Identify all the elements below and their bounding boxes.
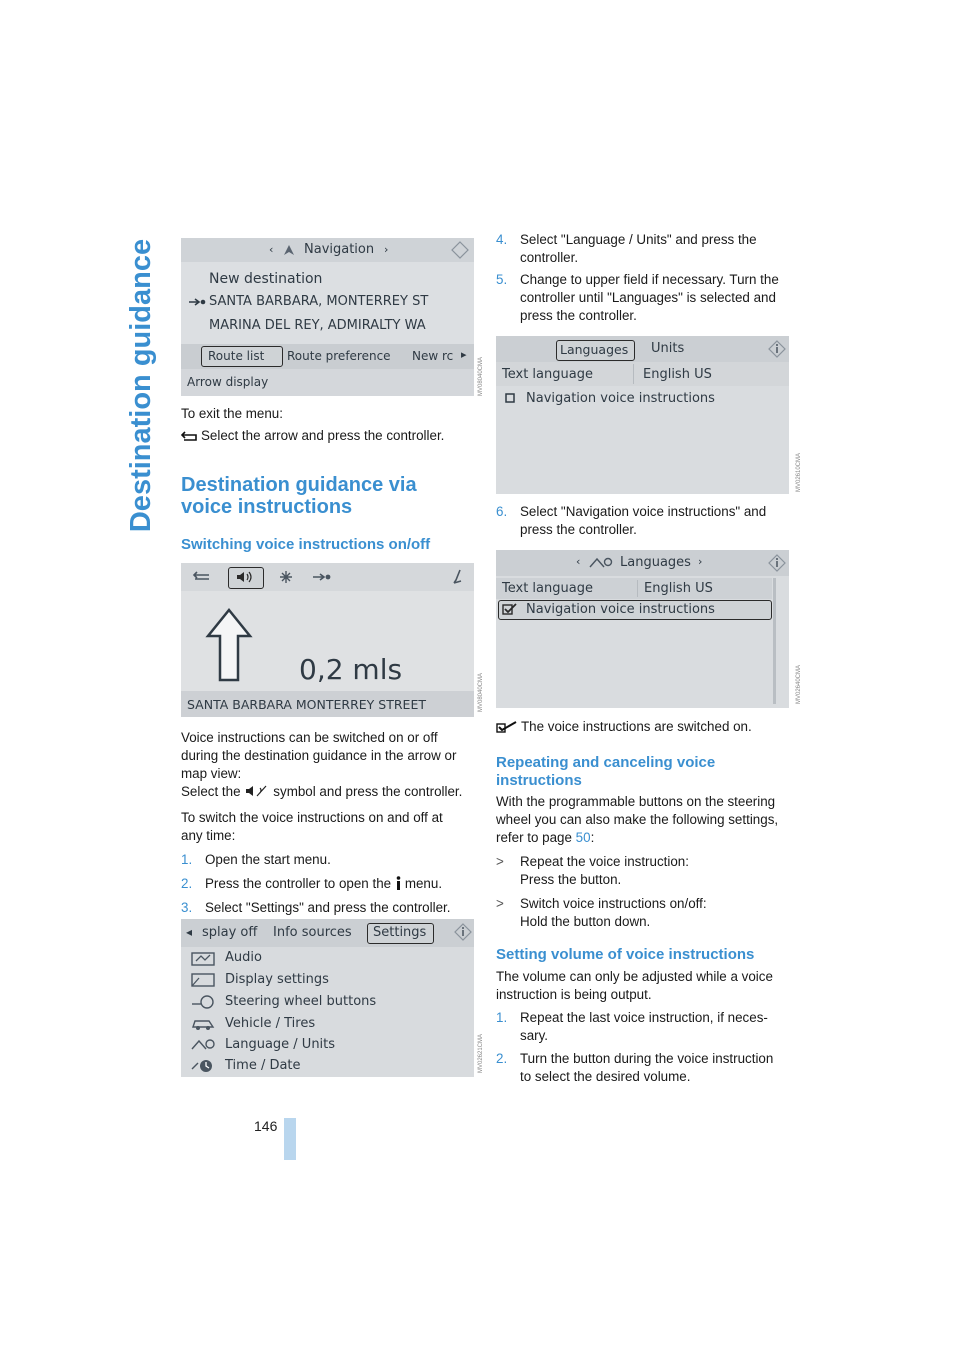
- nav-tab-more-arrow: ▸: [461, 348, 467, 361]
- tab-settings: Settings: [373, 925, 427, 940]
- nav-new-destination: New destination: [209, 271, 323, 287]
- language-icon: [588, 556, 614, 570]
- back-arrow-icon: [181, 431, 198, 442]
- image-code-label: MV08040CMA: [478, 672, 484, 712]
- nav-recent-2: MARINA DEL REY, ADMIRALTY WA: [209, 318, 426, 333]
- image-code-label: MV02610CMA: [796, 452, 802, 492]
- step-4: 4. Select "Language / Units" and press the controller.: [496, 232, 757, 265]
- exit-menu-text: To exit the menu:: [181, 406, 283, 421]
- checkbox-empty-icon: [505, 393, 515, 403]
- step-3: 3. Select "Settings" and press the controller.: [181, 900, 451, 915]
- arrow-view-screenshot: [181, 563, 474, 717]
- steering-wheel-icon: [189, 994, 217, 1010]
- lang-screen-title: Languages: [620, 555, 691, 570]
- navigation-menu-screenshot: [181, 238, 474, 396]
- direction-arrow-icon: [205, 607, 253, 683]
- volume-line: The volume can only be adjusted while a voice: [496, 969, 773, 984]
- image-code-label: MV02640CMA: [796, 664, 802, 704]
- repeat-line: With the programmable buttons on the steering: [496, 794, 776, 809]
- text-language-value: English US: [643, 367, 712, 382]
- step-1: 1. Open the start menu.: [181, 852, 331, 867]
- subheading-repeat: Repeating and canceling voice instructions: [496, 754, 716, 789]
- subheading-switching: Switching voice instructions on/off: [181, 536, 431, 553]
- settings-item-time: Time / Date: [225, 1058, 301, 1073]
- back-arrow-icon: [192, 571, 212, 583]
- settings-item-audio: Audio: [225, 950, 262, 965]
- voice-speaker-icon: [235, 570, 255, 584]
- street-name: SANTA BARBARA MONTERREY STREET: [187, 697, 426, 712]
- map-view-icon: [277, 569, 295, 585]
- info-icon: [395, 876, 402, 890]
- language-units-screenshot: [496, 336, 789, 494]
- nav-tab-route-list: Route list: [208, 349, 265, 363]
- lang2-text-language-value: English US: [644, 581, 713, 596]
- info-diamond-icon: [768, 340, 786, 358]
- step-2: 2. Press the controller to open the menu.: [181, 876, 443, 891]
- info-diamond-icon: [454, 923, 472, 941]
- audio-icon: [189, 951, 217, 967]
- voice-paragraph-line: any time:: [181, 828, 236, 843]
- repeat-line: wheel you can also make the following settings,: [496, 812, 779, 827]
- exit-menu-instruction: Select the arrow and press the controller.: [181, 427, 476, 445]
- exit-menu-block: [181, 405, 476, 449]
- step-5: 5. Change to upper field if necessary. Turn the controller until "Languages" is selected and press the controller.: [496, 272, 779, 323]
- voice-paragraph-line: map view:: [181, 766, 242, 781]
- volume-step-2: 2. Turn the button during the voice instruction to select the desired volume.: [496, 1051, 774, 1084]
- section-title: Destination guidance via voice instructions: [181, 474, 417, 518]
- page-number-bar: [284, 1118, 296, 1160]
- nav-voice-label: Navigation voice instructions: [526, 391, 715, 406]
- nav-tab-new-route: New rc: [412, 349, 454, 363]
- nav-recent-1: SANTA BARBARA, MONTERREY ST: [209, 294, 429, 309]
- page-reference-link[interactable]: 50: [575, 830, 591, 845]
- nav-title-right-arrow: ›: [384, 243, 389, 256]
- voice-paragraph-line: Voice instructions can be switched on or off: [181, 730, 438, 745]
- bullet-repeat: > Repeat the voice instruction: Press the button.: [496, 854, 689, 887]
- nav-screen-title: Navigation: [304, 242, 375, 257]
- volume-step-1: 1. Repeat the last voice instruction, if neces- sary.: [496, 1010, 768, 1043]
- languages-screenshot: [496, 550, 789, 708]
- voice-symbol-icon: [244, 784, 270, 798]
- settings-item-vehicle: Vehicle / Tires: [225, 1016, 316, 1031]
- lang-title-right-arrow: ›: [698, 555, 703, 568]
- distance-readout: 0,2 mls: [299, 653, 403, 686]
- voice-paragraph-line: To switch the voice instructions on and off at: [181, 810, 443, 825]
- settings-diamond-icon: [451, 241, 469, 259]
- subheading-volume: Setting volume of voice instructions: [496, 946, 755, 963]
- repeat-block: [496, 793, 794, 935]
- tab-languages: Languages: [560, 342, 629, 357]
- step-6-block: [496, 503, 794, 543]
- settings-item-steering: Steering wheel buttons: [225, 994, 377, 1009]
- switched-on-text: The voice instructions are switched on.: [521, 719, 752, 734]
- tab-display-off: splay off: [202, 925, 258, 940]
- settings-menu-screenshot: [181, 919, 474, 1077]
- language-icon: [189, 1037, 217, 1053]
- bullet-switch: > Switch voice instructions on/off: Hold the button down.: [496, 896, 707, 929]
- compass-icon: [451, 569, 465, 585]
- nav-title-left-arrow: ‹: [269, 243, 274, 256]
- navigation-icon: [282, 243, 296, 257]
- page-number: 146: [254, 1118, 278, 1134]
- step-6: 6. Select "Navigation voice instructions" and press the controller.: [496, 504, 767, 537]
- lang-title-left-arrow: ‹: [576, 555, 581, 568]
- text-language-label: Text language: [502, 367, 593, 382]
- destination-flag-icon: [312, 572, 332, 582]
- voice-paragraph-line: during the destination guidance in the arrow or: [181, 748, 457, 763]
- info-diamond-icon: [768, 554, 786, 572]
- switched-on-note: [496, 718, 794, 736]
- settings-item-language: Language / Units: [225, 1037, 336, 1052]
- lang2-nav-voice-label: Navigation voice instructions: [526, 602, 715, 617]
- tabs-left-arrow: ◂: [186, 925, 193, 939]
- tab-units: Units: [651, 341, 685, 356]
- checkbox-checked-icon: [502, 603, 518, 615]
- checkmark-icon: [496, 721, 518, 733]
- volume-line: instruction is being output.: [496, 987, 652, 1002]
- destination-flag-icon: [188, 297, 206, 307]
- repeat-line-ref: refer to page 50:: [496, 830, 595, 845]
- voice-paragraph-select: Select the symbol and press the controller.: [181, 784, 463, 799]
- image-code-label: MV02621CMA: [478, 1033, 484, 1073]
- display-settings-icon: [189, 972, 217, 988]
- tab-info-sources: Info sources: [273, 925, 352, 940]
- lang2-text-language-label: Text language: [502, 581, 593, 596]
- side-chapter-title: Destination guidance: [125, 238, 158, 532]
- settings-item-display: Display settings: [225, 972, 329, 987]
- steps-4-5-block: [496, 231, 794, 329]
- image-code-label: MV08040CMA: [478, 356, 484, 396]
- nav-arrow-display: Arrow display: [187, 375, 269, 389]
- voice-text-block: [181, 729, 479, 921]
- volume-block: [496, 968, 794, 1090]
- vehicle-icon: [189, 1016, 217, 1032]
- time-date-icon: [189, 1058, 217, 1074]
- nav-tab-route-preference: Route preference: [287, 349, 391, 363]
